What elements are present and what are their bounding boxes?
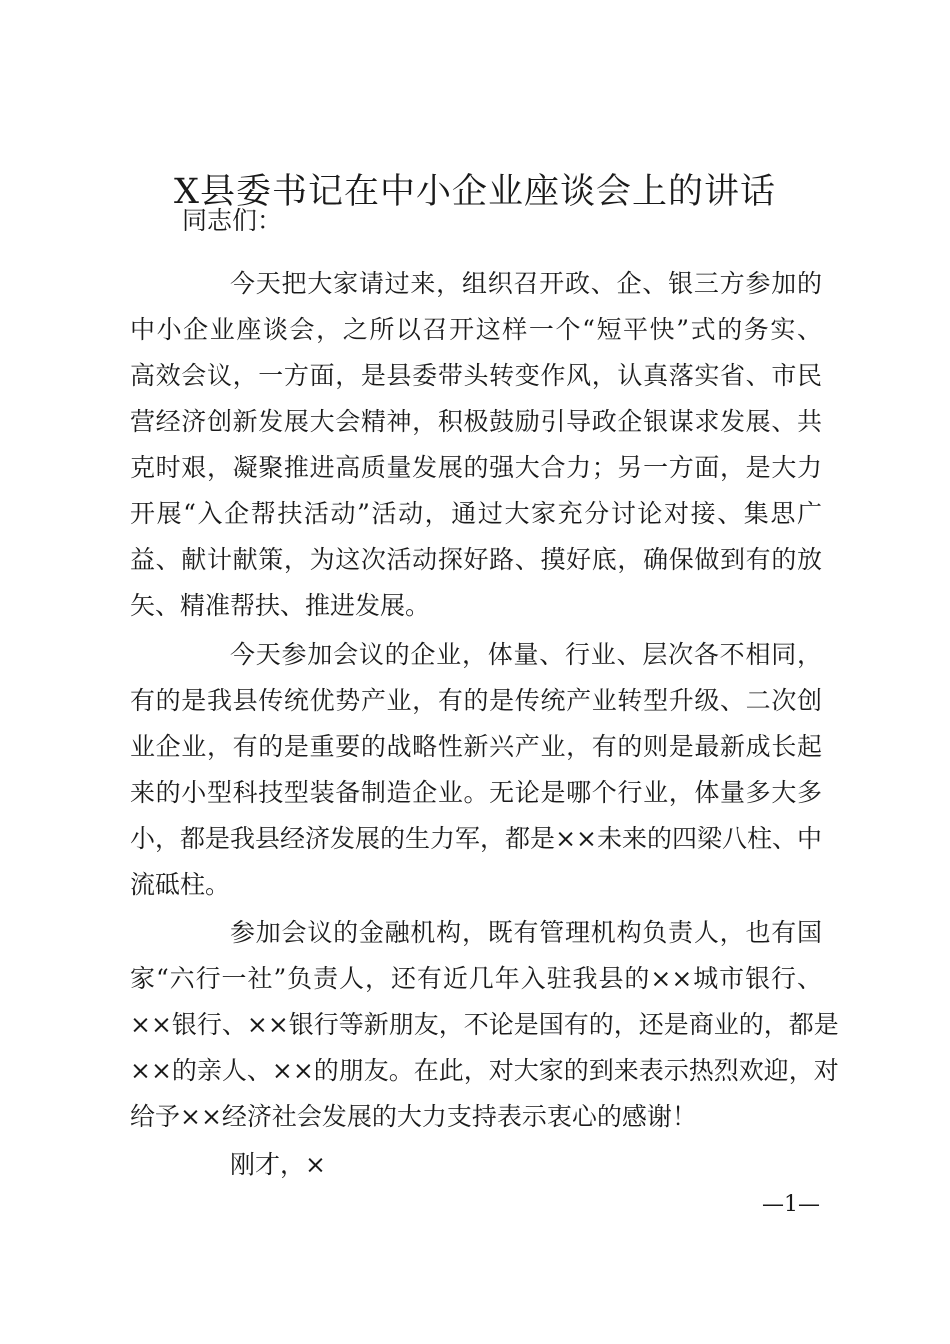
document-title: X县委书记在中小企业座谈会上的讲话 [174,172,776,212]
salutation: 同志们： [182,206,283,235]
paragraph-2 [130,632,822,908]
paragraph-line: 家“六行一社”负责人，还有近几年入驻我县的××城市银行、 [130,964,822,993]
paragraph-line: 业企业，有的是重要的战略性新兴产业，有的则是最新成长起 [130,732,822,761]
paragraph-1 [130,261,822,629]
paragraph-line: 今天把大家请过来，组织召开政、企、银三方参加的 [230,269,822,298]
paragraph-line: 今天参加会议的企业，体量、行业、层次各不相同， [230,640,822,669]
paragraph-line: 矢、精准帮扶、推进发展。 [130,591,431,620]
paragraph-line: 益、献计献策，为这次活动探好路、摸好底，确保做到有的放 [130,545,822,574]
paragraph-line: 克时艰，凝聚推进高质量发展的强大合力；另一方面，是大力 [130,453,822,482]
paragraph-line: 中小企业座谈会，之所以召开这样一个“短平快”式的务实、 [130,315,822,344]
paragraph-line: 参加会议的金融机构，既有管理机构负责人，也有国 [230,918,822,947]
paragraph-line: ××银行、××银行等新朋友，不论是国有的，还是商业的，都是 [130,1010,839,1039]
paragraph-line: 小，都是我县经济发展的生力军，都是××未来的四梁八柱、中 [130,824,822,853]
paragraph-4 [130,1142,822,1188]
page-number: —1— [762,1192,820,1217]
paragraph-line: 有的是我县传统优势产业，有的是传统产业转型升级、二次创 [130,686,822,715]
paragraph-3 [130,910,839,1140]
paragraph-line: 刚才，× [230,1150,326,1179]
paragraph-line: 开展“入企帮扶活动”活动，通过大家充分讨论对接、集思广 [130,499,822,528]
paragraph-line: 高效会议，一方面，是县委带头转变作风，认真落实省、市民 [130,361,822,390]
paragraph-line: 给予××经济社会发展的大力支持表示衷心的感谢！ [130,1102,697,1131]
paragraph-line: ××的亲人、××的朋友。在此，对大家的到来表示热烈欢迎，对 [130,1056,839,1085]
paragraph-line: 营经济创新发展大会精神，积极鼓励引导政企银谋求发展、共 [130,407,822,436]
paragraph-line: 流砥柱。 [130,870,231,899]
paragraph-line: 来的小型科技型装备制造企业。无论是哪个行业，体量多大多 [130,778,822,807]
